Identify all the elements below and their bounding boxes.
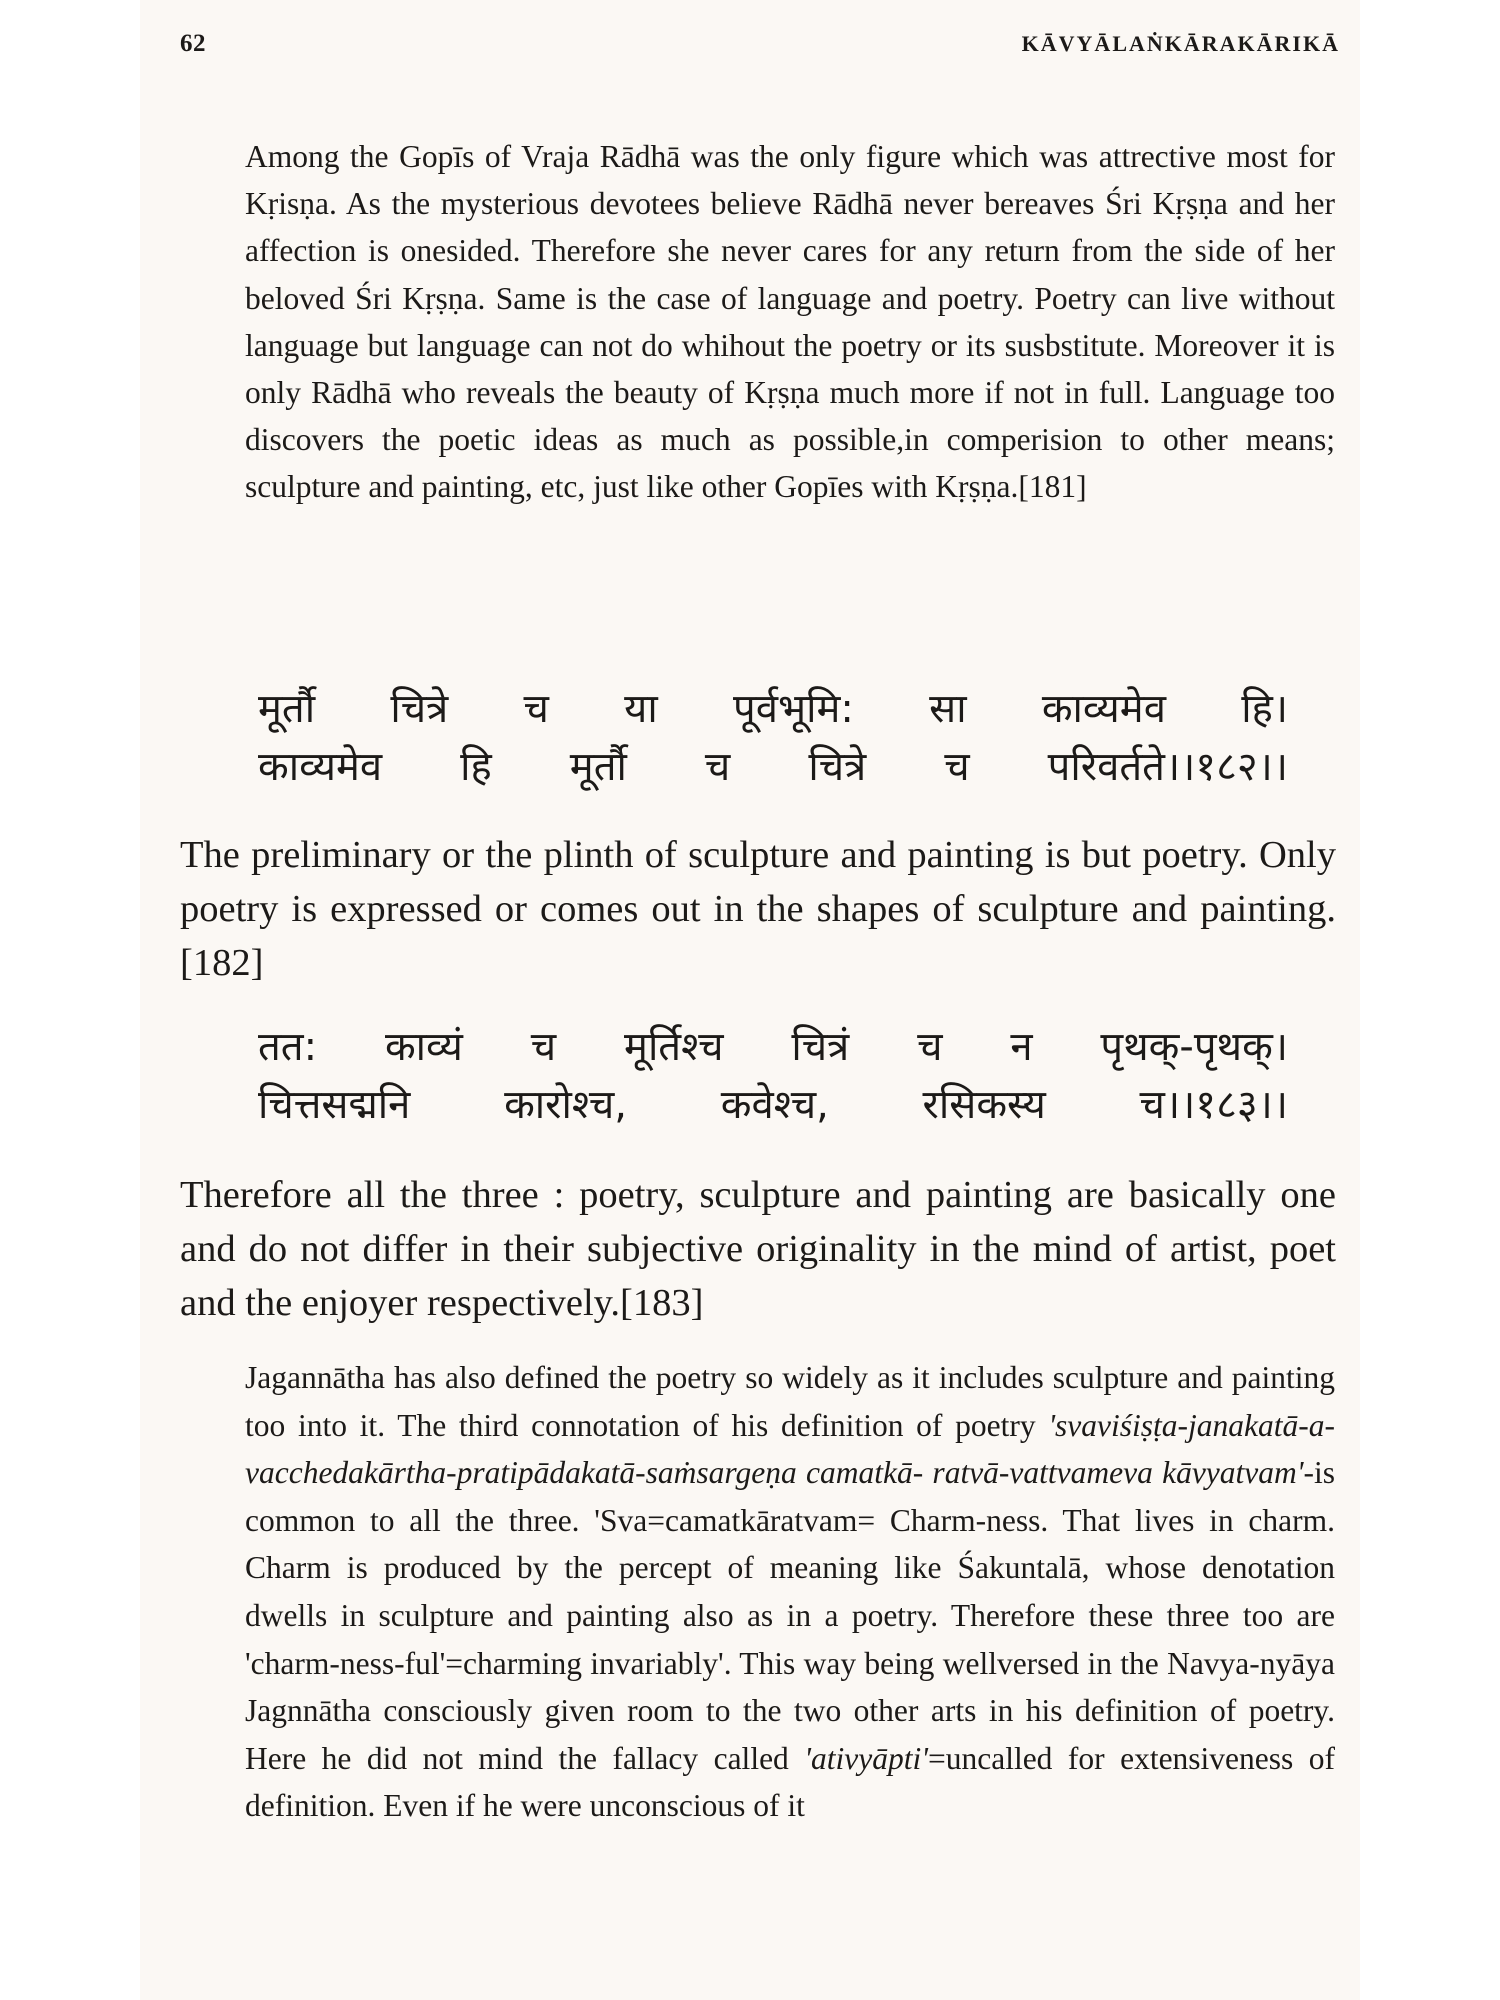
commentary-text-1: Jagannātha has also defined the poetry so widely as it includes sculpture and painting too into it. The third connotation of his definition of poetry: [245, 1360, 1335, 1443]
ativyapti-term: 'ativyāpti': [804, 1740, 928, 1776]
verse-183-line-2: चित्तसद्मनि कारोश्च, कवेश्च, रसिकस्य च।।१८३।।: [258, 1082, 1288, 1128]
commentary-text-2: -is common to all the three. 'Sva=camatkāratvam= Charm-ness. That lives in charm. Charm is produced by the percept of meaning like Śakuntalā, whose denotation dwells in sculpture and painting also as in a poetry. Therefore these three too are 'charm-ness-ful'=charming invariably'. This way being wellversed in the Navya-nyāya Jagnnātha consciously given room to the two other arts in his definition of poetry. Here he did not mind the fallacy called: [245, 1455, 1335, 1776]
commentary-paragraph-181: Among the Gopīs of Vraja Rādhā was the only figure which was attrective most for Kṛisṇa. As the mysterious devotees believe Rādhā never bereaves Śri Kṛṣṇa and her affection is onesided. Therefore she never cares for any return from the side of her beloved Śri Kṛṣṇa. Same is the case of language and poetry. Poetry can live without language but language can not do whihout the poetry or its susbstitute. Moreover it is only Rādhā who reveals the beauty of Kṛṣṇa much more if not in full. Language too discovers the poetic ideas as much as possible,in comperision to other means; sculpture and painting, etc, just like other Gopīes with Kṛṣṇa.[181]: [245, 139, 1335, 505]
running-title: KĀVYĀLAṄKĀRAKĀRIKĀ: [1021, 31, 1340, 56]
commentary-text-3: =uncalled for extensiveness of definition. Even if he were unconscious of it: [245, 1740, 1335, 1824]
running-head: [180, 30, 1340, 58]
verse-182-line-2: काव्यमेव हि मूर्तौ च चित्रे च परिवर्तते।।१८२।।: [258, 744, 1288, 790]
commentary-paragraph-183: [245, 1354, 1335, 1830]
translation-paragraph-183: Therefore all the three : poetry, sculpture and painting are basically one and do not differ in their subjective originality in the mind of artist, poet and the enjoyer respectively.[183]: [180, 1174, 1336, 1324]
sanskrit-definition-quote: 'svaviśiṣṭa-janakatā-a-vacchedakārtha-pratipādakatā-saṁsargeṇa camatkā- ratvā-vattvameva kāvyatvam': [245, 1407, 1335, 1491]
translation-paragraph-182: The preliminary or the plinth of sculpture and painting is but poetry. Only poetry is expressed or comes out in the shapes of sculpture and painting.[182]: [180, 834, 1336, 984]
sanskrit-verse-182: [258, 680, 1288, 796]
verse-182-line-1: मूर्तौ चित्रे च या पूर्वभूमि: सा काव्यमेव हि।: [258, 686, 1288, 732]
sanskrit-verse-183: [258, 1018, 1288, 1134]
page-number: 62: [180, 30, 206, 57]
verse-183-line-1: तत: काव्यं च मूर्तिश्च चित्रं च न पृथक्-पृथक्।: [258, 1024, 1288, 1070]
